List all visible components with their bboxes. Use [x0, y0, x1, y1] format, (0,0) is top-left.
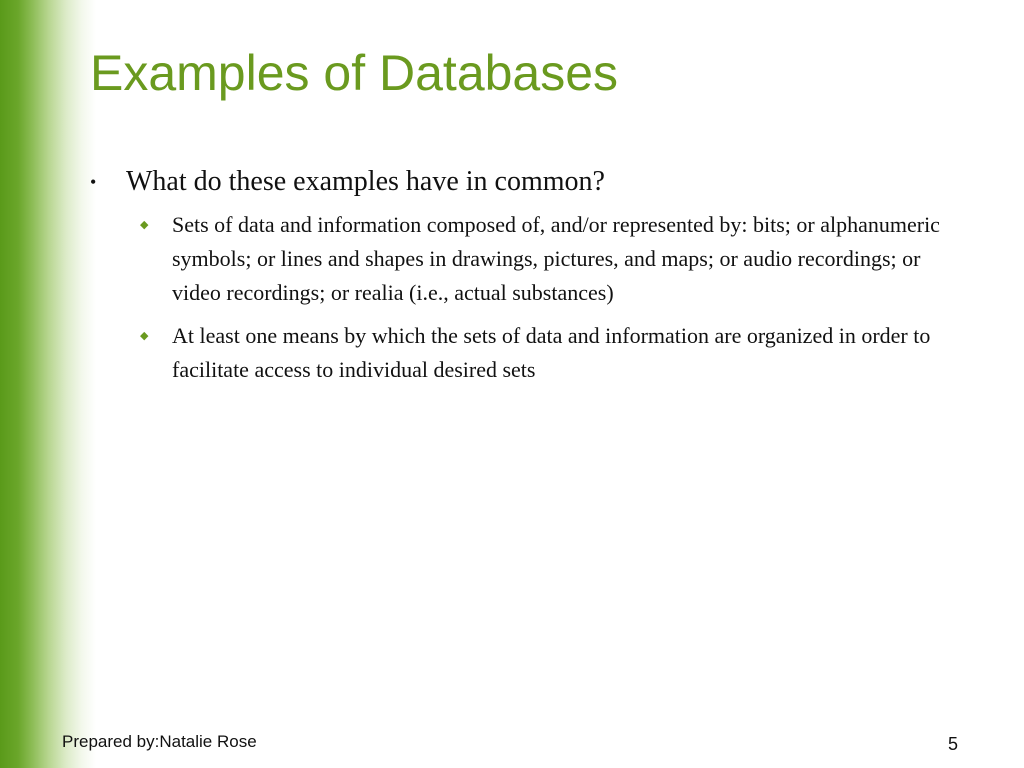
footer-author: Prepared by:Natalie Rose	[62, 732, 257, 751]
page-number: 5	[948, 734, 959, 754]
diamond-bullet-icon: ◆	[140, 218, 149, 231]
bullet-text: What do these examples have in common?	[126, 166, 605, 197]
sub-bullet-text: Sets of data and information composed of, and/or represented by: bits; or alphanumeric symbols; or lines and shapes in drawings, pictures, and maps; or audio recordings; or video recordings; or realia (i.e., actual substances)	[172, 212, 940, 305]
sub-bullet-item	[90, 208, 940, 310]
sub-bullet-list	[90, 208, 940, 387]
bullet-dot-icon: •	[90, 172, 97, 192]
sub-bullet-item	[90, 319, 940, 387]
left-gradient-band	[0, 0, 96, 768]
slide-body	[90, 164, 940, 396]
slide-title: Examples of Databases	[90, 45, 619, 101]
sub-bullet-text: At least one means by which the sets of data and information are organized in order to facilitate access to individual desired sets	[172, 323, 931, 382]
diamond-bullet-icon: ◆	[140, 329, 149, 342]
bullet-item	[90, 164, 940, 200]
